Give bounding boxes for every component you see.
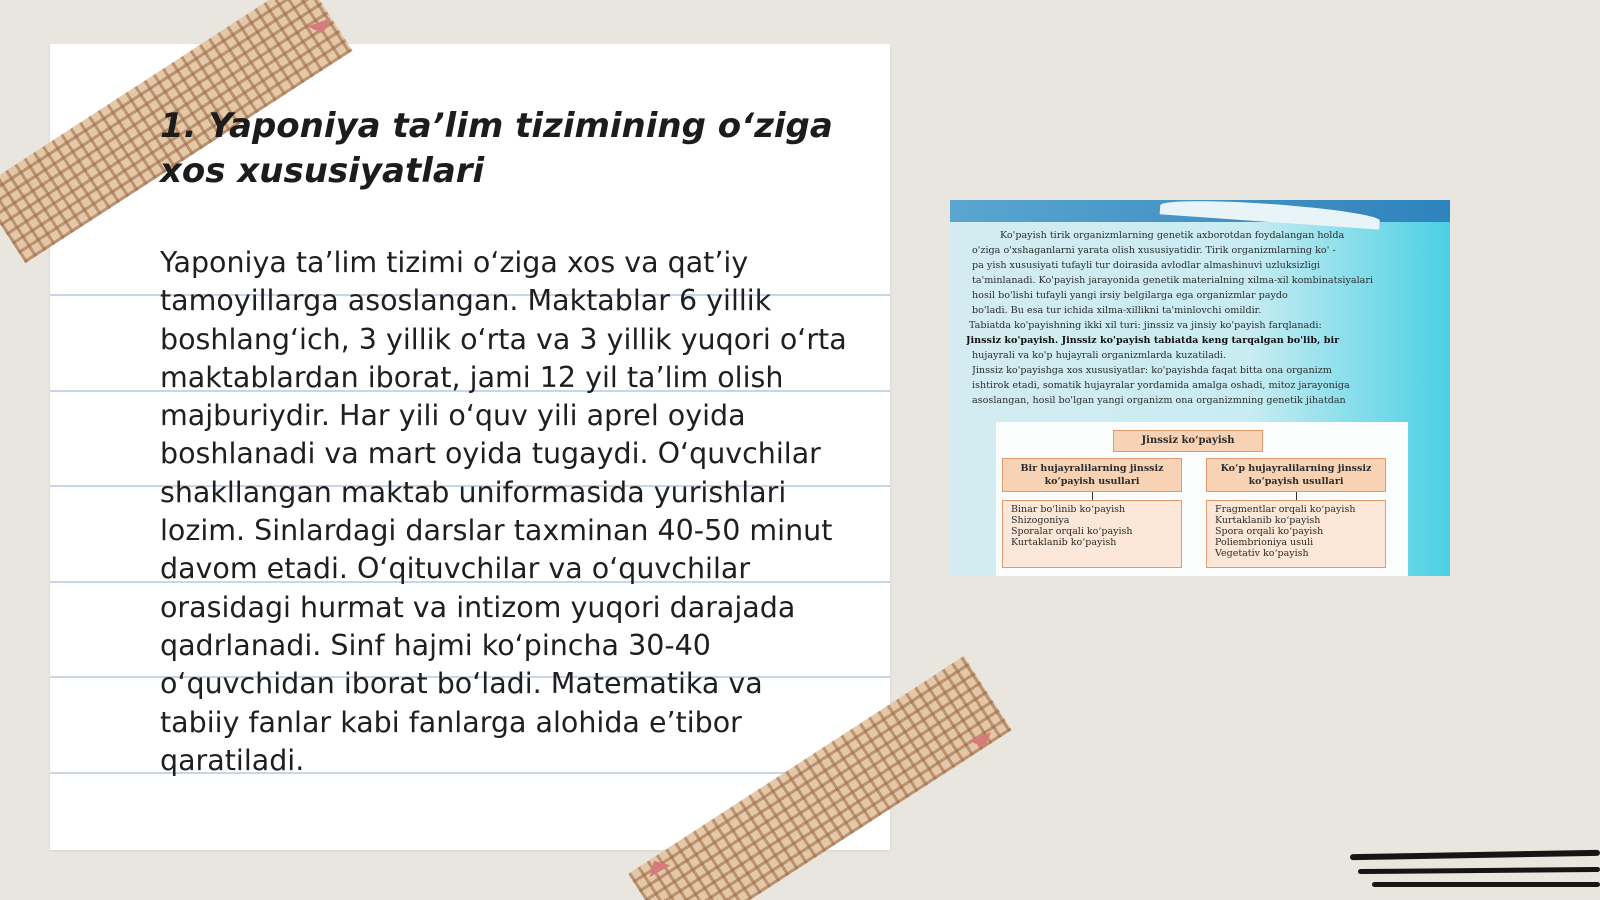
textbook-line: o'ziga o'xshaganlarni yarata olish xususiyatidir. Tirik organizmlarning ko' - <box>972 245 1336 256</box>
textbook-line: bo'ladi. Bu esa tur ichida xilma-xillikni ta'minlovchi omildir. <box>972 305 1262 316</box>
diagram-list-item: Shizogoniya <box>1011 515 1070 526</box>
diagram-list-item: Spora orqali ko‘payish <box>1215 526 1324 537</box>
slide-body-text: Yaponiya ta’lim tizimi o‘ziga xos va qat’iy tamoyillarga asoslangan. Maktablar 6 yillik boshlang‘ich, 3 yillik o‘rta va 3 yillik yuqori o‘rta maktablardan iborat, jami 12 yil ta’lim olish majburiydir. Har yili o‘quv yili aprel oyida boshlanadi va mart oyida tugaydi. O‘quvchilar shakllangan maktab uniformasida yurishlari lozim. Sinlardagi darslar taxminan 40-50 minut davom etadi. O‘qituvchilar va o‘quvchilar orasidagi hurmat va intizom yuqori darajada qadrlanadi. Sinf hajmi ko‘pincha 30-40 o‘quvchidan iborat bo‘ladi. Matematika va tabiiy fanlar kabi fanlarga alohida e’tibor qaratiladi. <box>160 246 847 777</box>
textbook-line: Ko'payish tirik organizmlarning genetik axborotdan foydalangan holda <box>1000 230 1345 241</box>
textbook-line: ishtirok etadi, somatik hujayralar yordamida amalga oshadi, mitoz jarayoniga <box>972 380 1350 391</box>
diagram-arrow <box>1296 492 1297 500</box>
textbook-line: Jinssiz ko'payishga xos xususiyatlar: ko'payishda faqat bitta ona organizm <box>972 365 1332 376</box>
textbook-paragraph <box>966 228 1432 408</box>
textbook-line: hujayrali va ko'p hujayrali organizmlarda kuzatiladi. <box>972 350 1227 361</box>
diagram-right-list <box>1206 500 1386 568</box>
diagram-list-item: Sporalar orqali ko‘payish <box>1011 526 1133 537</box>
textbook-line: hosil bo'lishi tufayli yangi irsiy belgilarga ega organizmlar paydo <box>972 290 1288 301</box>
textbook-line: pa yish xususiyati tufayli tur doirasida avlodlar almashinuvi uzluksizligi <box>972 260 1321 271</box>
textbook-line: Tabiatda ko'payishning ikki xil turi: jinssiz va jinsiy ko'payish farqlanadi: <box>969 320 1322 331</box>
diagram-list-item: Poliembrioniya usuli <box>1215 537 1314 548</box>
marker-stroke <box>1350 850 1600 860</box>
diagram-left-header: Bir hujayralilarning jinssiz ko‘payish usullari <box>1002 458 1182 492</box>
textbook-diagram <box>996 422 1408 576</box>
diagram-left-list <box>1002 500 1182 568</box>
diagram-list-item: Binar bo‘linib ko‘payish <box>1011 504 1126 515</box>
textbook-line: Jinssiz ko'payish. Jinssiz ko'payish tabiatda keng tarqalgan bo'lib, bir <box>966 335 1340 346</box>
diagram-list-item: Kurtaklanib ko‘payish <box>1011 537 1117 548</box>
diagram-list-item: Vegetativ ko‘payish <box>1215 548 1309 559</box>
diagram-list-item: Fragmentlar orqali ko‘payish <box>1215 504 1356 515</box>
diagram-root-node: Jinssiz ko‘payish <box>1113 430 1263 452</box>
marker-stroke <box>1358 867 1600 874</box>
textbook-line: ta'minlanadi. Ko'payish jarayonida genetik materialning xilma-xil kombinatsiyalari <box>972 275 1374 286</box>
slide-title: 1. Yaponiya ta’lim tizimining o‘ziga xos xususiyatlari <box>160 106 833 191</box>
diagram-list-item: Kurtaklanib ko‘payish <box>1215 515 1321 526</box>
diagram-arrow <box>1092 492 1093 500</box>
marker-stroke <box>1372 882 1600 887</box>
textbook-image <box>950 200 1450 576</box>
textbook-line: asoslangan, hosil bo'lgan yangi organizm ona organizmning genetik jihatdan <box>972 395 1346 406</box>
diagram-right-header: Ko‘p hujayralilarning jinssiz ko‘payish usullari <box>1206 458 1386 492</box>
